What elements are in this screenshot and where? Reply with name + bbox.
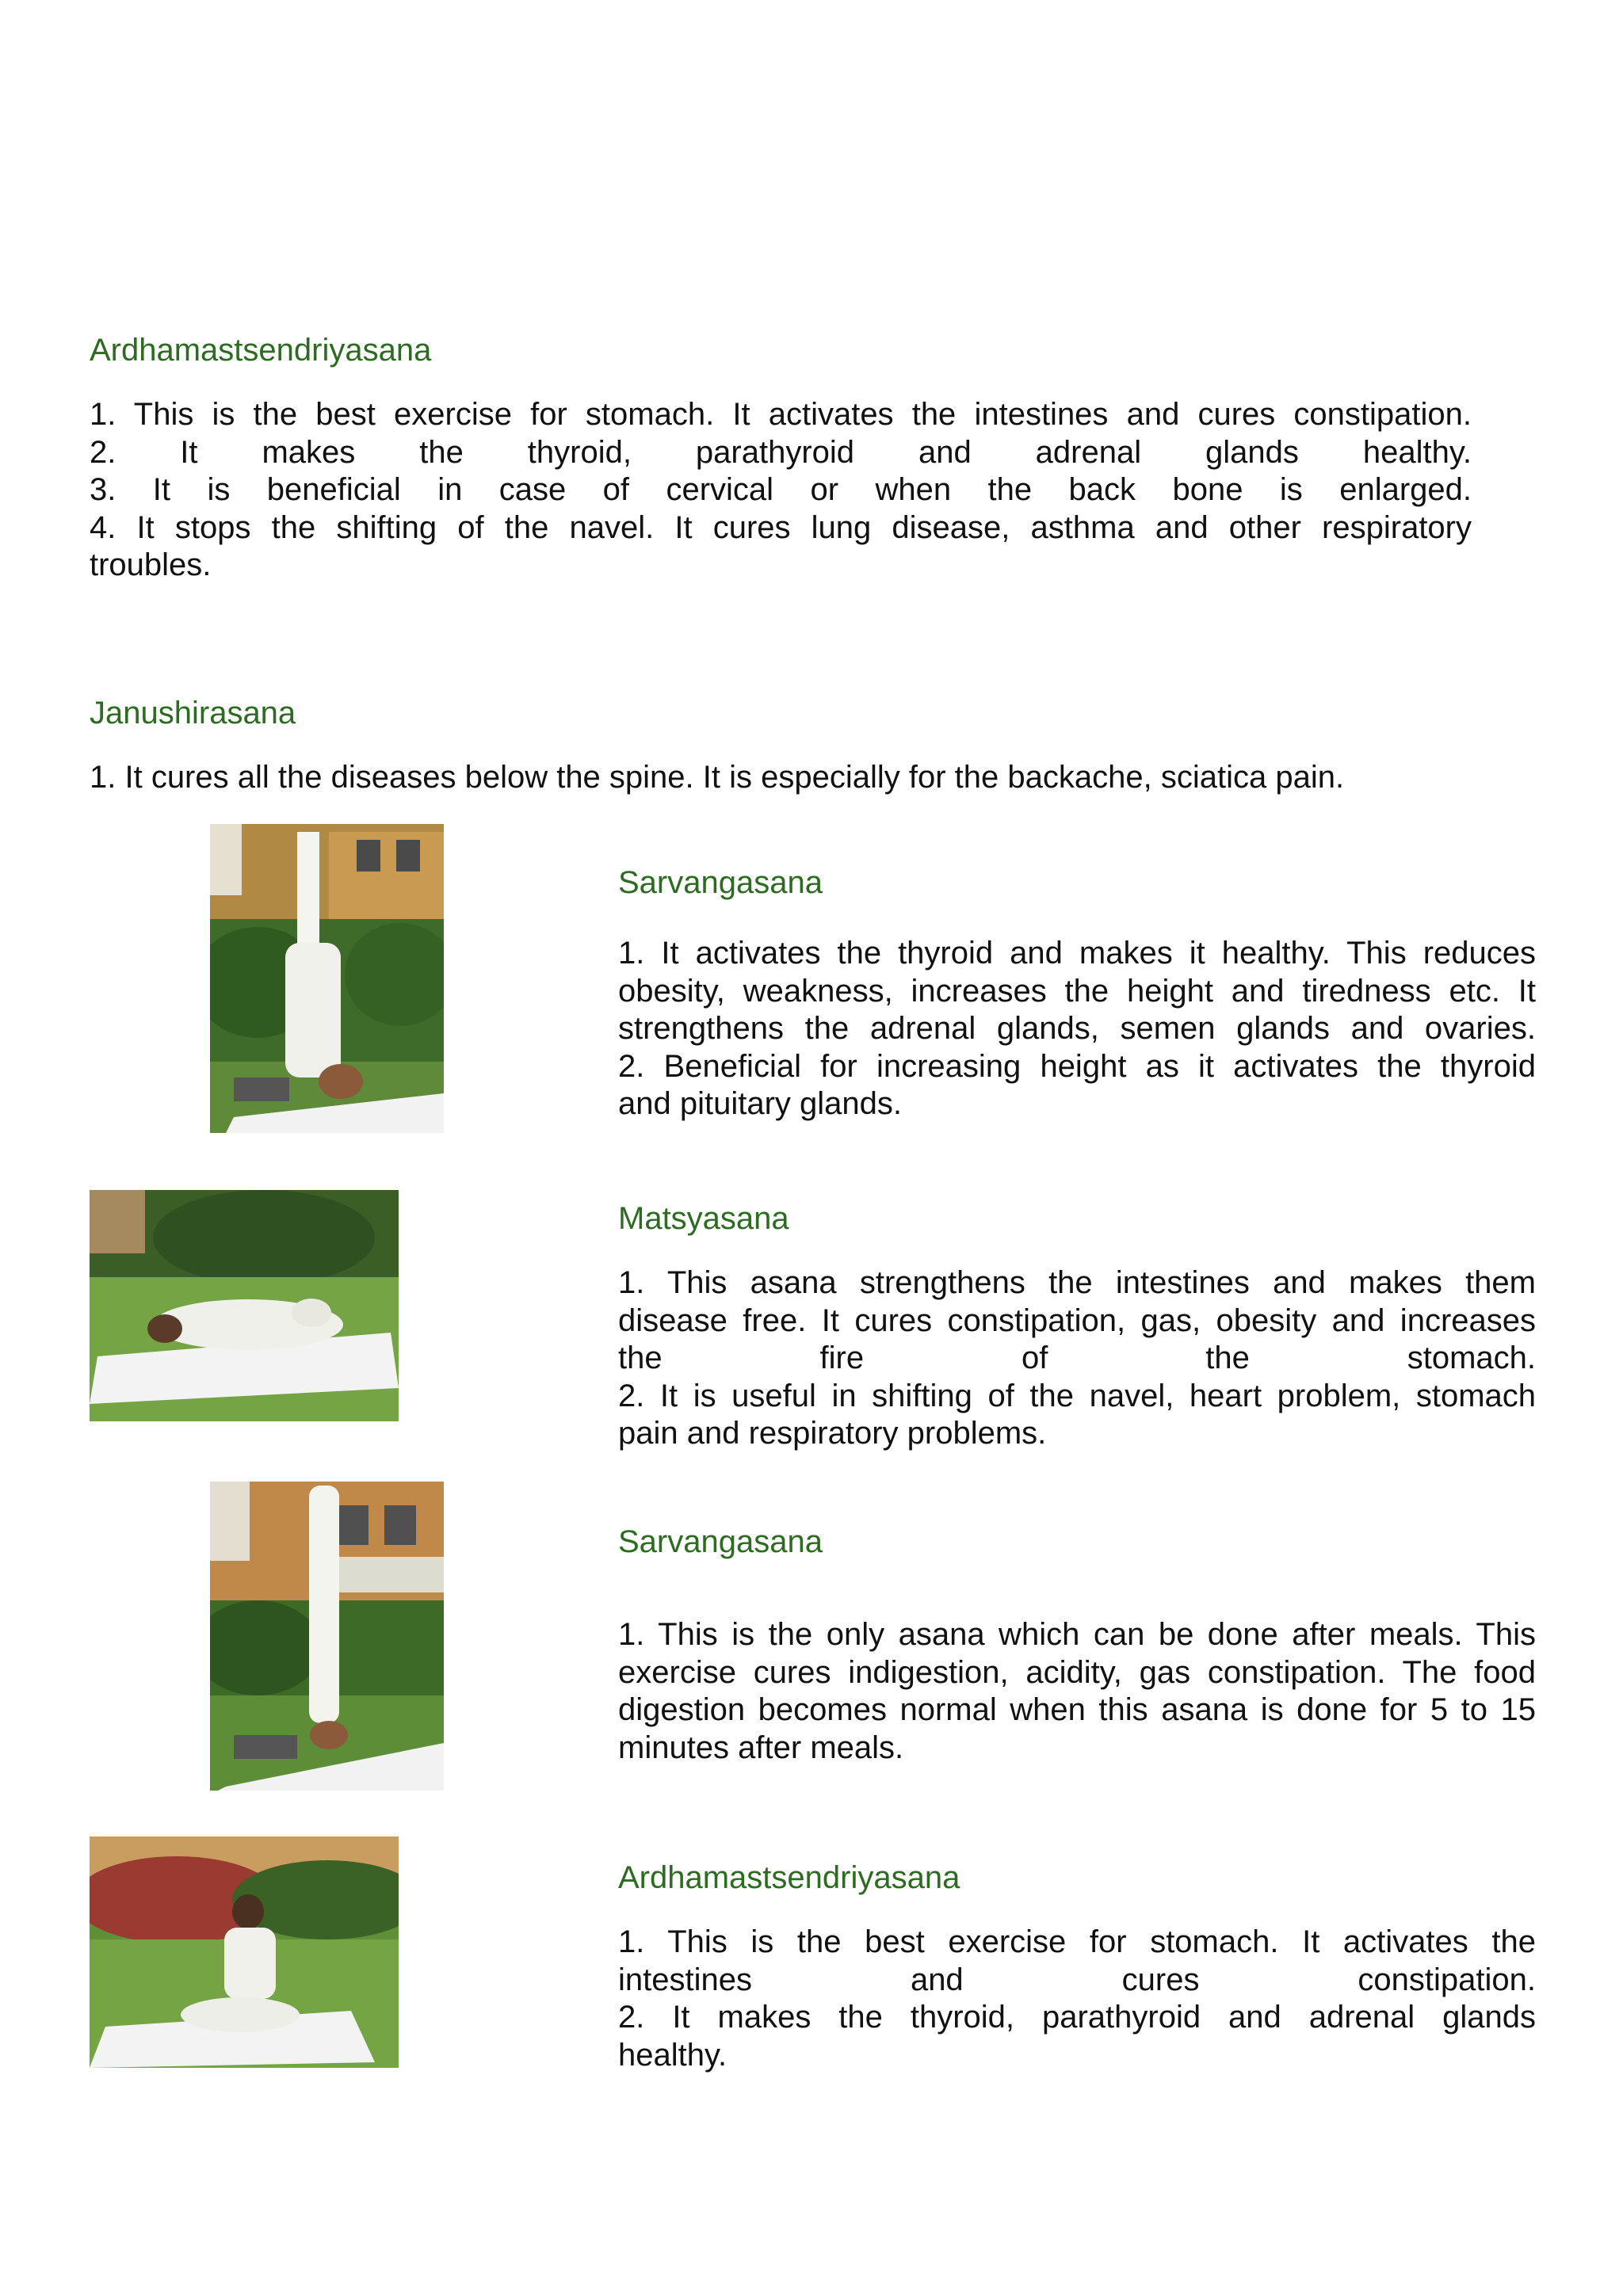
section-body-matsyasana (618, 1264, 1536, 1453)
body-line: and pituitary glands. (618, 1086, 903, 1121)
body-line: 1. This is the best exercise for stomach. It activates the intestines and cures constipation. (90, 397, 1472, 432)
body-line: 1. It cures all the diseases below the spine. It is especially for the backache, sciatica pain. (90, 760, 1345, 795)
body-line: healthy. (618, 2037, 727, 2073)
matsyasana-photo (90, 1190, 399, 1421)
ardhamastsendriyasana-photo (90, 1836, 399, 2068)
body-line: 2. Beneficial for increasing height as it activates the thyroid (618, 1048, 1536, 1084)
section-title-janushirasana: Janushirasana (90, 696, 296, 730)
body-line: 1. This is the best exercise for stomach. It activates the (618, 1924, 1536, 1959)
body-line: minutes after meals. (618, 1730, 904, 1765)
section-title-sarvangasana: Sarvangasana (618, 865, 823, 900)
body-line: 1. This is the only asana which can be done after meals. This (618, 1617, 1536, 1652)
body-line: obesity, weakness, increases the height and tiredness etc. It (618, 973, 1536, 1009)
body-line: 2. It makes the thyroid, parathyroid and adrenal glands healthy. (90, 434, 1472, 470)
section-body-sarvangasana-2 (618, 1616, 1536, 1767)
sarvangasana-photo (210, 824, 444, 1133)
section-title-matsyasana: Matsyasana (618, 1201, 789, 1236)
body-line: strengthens the adrenal glands, semen glands and ovaries. (618, 1011, 1536, 1046)
sarvangasana-photo-2 (210, 1482, 444, 1791)
body-line: pain and respiratory problems. (618, 1416, 1047, 1451)
body-line: 2. It makes the thyroid, parathyroid and adrenal glands (618, 2000, 1536, 2035)
body-line: troubles. (90, 547, 212, 582)
body-line: 2. It is useful in shifting of the navel, heart problem, stomach (618, 1378, 1536, 1413)
body-line: 1. It activates the thyroid and makes it healthy. This reduces (618, 936, 1536, 971)
body-line: digestion becomes normal when this asana is done for 5 to 15 (618, 1692, 1536, 1727)
section-body-janushirasana (90, 759, 1516, 797)
section-title-sarvangasana-2: Sarvangasana (618, 1524, 823, 1559)
section-body-sarvangasana (618, 935, 1536, 1123)
section-body-ardhamastsendriyasana (90, 396, 1472, 585)
section-title-ardhamastsendriyasana-2: Ardhamastsendriyasana (618, 1860, 960, 1895)
section-body-ardhamastsendriyasana-2 (618, 1924, 1536, 2074)
body-line: disease free. It cures constipation, gas, obesity and increases (618, 1302, 1536, 1338)
body-line: exercise cures indigestion, acidity, gas constipation. The food (618, 1654, 1536, 1690)
body-line: the fire of the stomach. (618, 1341, 1536, 1375)
section-title-ardhamastsendriyasana: Ardhamastsendriyasana (90, 333, 432, 368)
body-line: 1. This asana strengthens the intestines and makes them (618, 1265, 1536, 1300)
body-line: 3. It is beneficial in case of cervical or when the back bone is enlarged. (90, 472, 1472, 507)
body-line: intestines and cures constipation. (618, 1962, 1536, 1997)
body-line: 4. It stops the shifting of the navel. It cures lung disease, asthma and other respiratory (90, 509, 1472, 545)
